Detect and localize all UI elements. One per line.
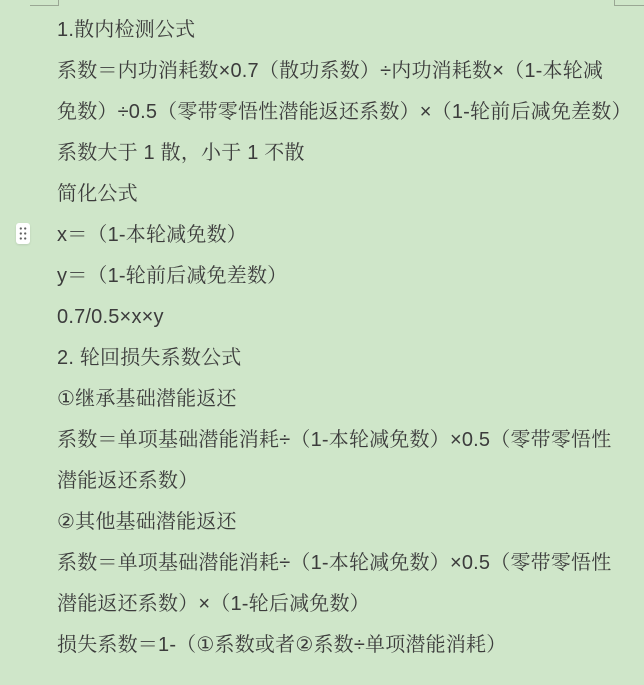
paragraph-item-1-title[interactable]: ①继承基础潜能返还 <box>57 388 237 410</box>
six-dot-grid-icon <box>16 223 30 244</box>
paragraph-short-formula[interactable]: 0.7/0.5×x×y <box>57 306 164 328</box>
text-boundary-mark-top-right <box>614 0 644 6</box>
paragraph-rule[interactable]: 系数大于 1 散，小于 1 不散 <box>57 142 305 164</box>
paragraph-formula-1b[interactable]: 免数）÷0.5（零带零悟性潜能返还系数）×（1-轮前后减免差数） <box>57 101 632 123</box>
paragraph-item-2-title[interactable]: ②其他基础潜能返还 <box>57 511 237 533</box>
document-text-area[interactable] <box>57 10 642 666</box>
block-drag-handle[interactable] <box>16 223 30 244</box>
paragraph-heading-2[interactable]: 2. 轮回损失系数公式 <box>57 347 242 369</box>
paragraph-loss-formula[interactable]: 损失系数＝1-（①系数或者②系数÷单项潜能消耗） <box>57 634 507 656</box>
paragraph-item-1-formula-a[interactable]: 系数＝单项基础潜能消耗÷（1-本轮减免数）×0.5（零带零悟性 <box>57 429 612 451</box>
paragraph-formula-1a[interactable]: 系数＝内功消耗数×0.7（散功系数）÷内功消耗数×（1-本轮减 <box>57 60 604 82</box>
paragraph-item-2-formula-b[interactable]: 潜能返还系数）×（1-轮后减免数） <box>57 593 370 615</box>
paragraph-y-definition[interactable]: y＝（1-轮前后减免差数） <box>57 265 288 287</box>
paragraph-x-definition[interactable]: x＝（1-本轮减免数） <box>57 224 247 246</box>
paragraph-item-2-formula-a[interactable]: 系数＝单项基础潜能消耗÷（1-本轮减免数）×0.5（零带零悟性 <box>57 552 612 574</box>
paragraph-heading-1[interactable]: 1.散内检测公式 <box>57 19 196 41</box>
text-boundary-mark-top-left <box>30 0 59 6</box>
paragraph-item-1-formula-b[interactable]: 潜能返还系数） <box>57 470 199 492</box>
paragraph-simplified-title[interactable]: 简化公式 <box>57 183 138 205</box>
